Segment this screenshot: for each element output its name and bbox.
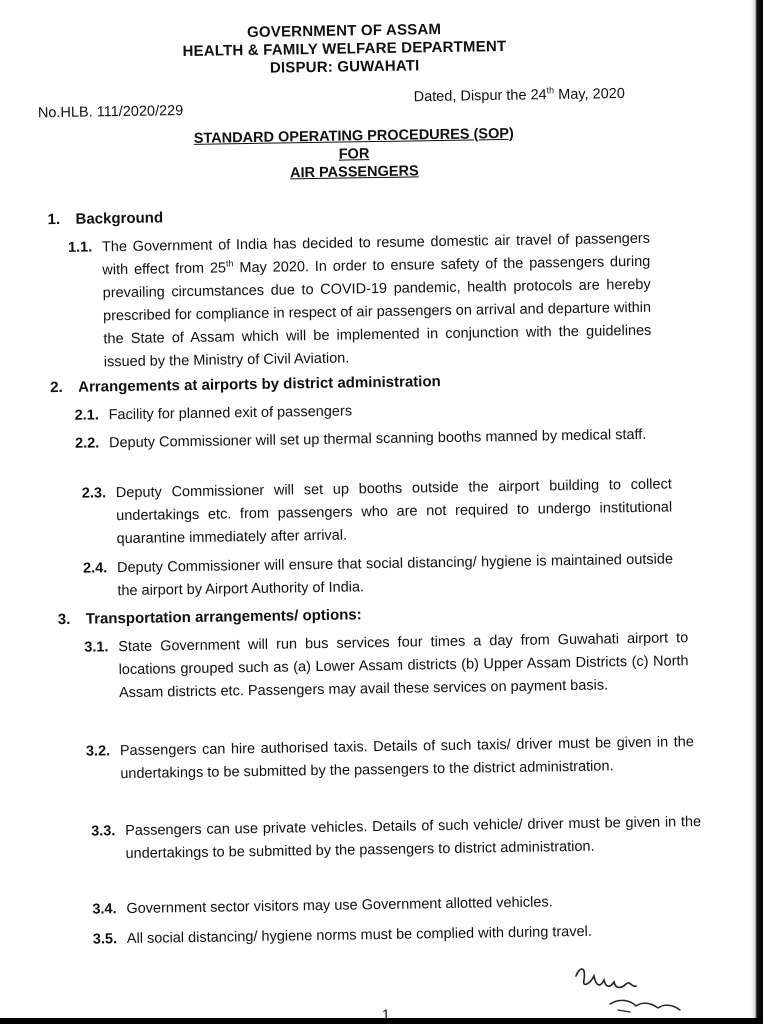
- section-item-1-1: 1.1. The Government of India has decided to resume domestic air travel of passengers with effect from 25th May 2020. In order to ensure safety of the passengers during prevailing circumstances due to COVID-19 pandemic, health protocols are hereby prescribed for compliance in respect of air passengers on arrival and departure within the State of Assam which will be implemented in conjunction with the guidelines issued by the Ministry of Civil Aviation.: [67, 230, 652, 371]
- reference-number: No.HLB. 111/2020/229: [37, 103, 184, 122]
- title-line-3: AIR PASSENGERS: [289, 163, 419, 182]
- signature-image: [570, 958, 690, 1018]
- section-item-3-1: 3.1. State Government will run bus services four times a day from Guwahati airport to locations grouped such as (a) Lower Assam districts (b) Upper Assam Districts (c) North Assam districts etc. Passengers may avail these services on payment basis.: [84, 630, 689, 702]
- dated-line: Dated, Dispur the 24th May, 2020: [413, 85, 625, 106]
- section-item-2-1: 2.1. Facility for planned exit of passengers: [74, 403, 353, 424]
- section-item-2-4: 2.4. Deputy Commissioner will ensure that social distancing/ hygiene is maintained outside the airport by Airport Authority of India.: [82, 551, 674, 600]
- title-line-1: STANDARD OPERATING PROCEDURES (SOP): [193, 125, 514, 147]
- section-item-3-4: 3.4. Government sector visitors may use Government allotted vehicles.: [92, 894, 553, 918]
- section-item-3-3: 3.3. Passengers can use private vehicles. Details of such vehicle/ driver must be given in the undertakings to be submitted by the passengers to district administration.: [91, 813, 702, 863]
- section-item-2-3: 2.3. Deputy Commissioner will set up booths outside the airport building to collect undertakings etc. from passengers who are not required to undergo institutional quarantine immediately after arrival.: [81, 476, 673, 548]
- title-line-2: FOR: [338, 146, 370, 163]
- section-item-3-2: 3.2. Passengers can hire authorised taxis. Details of such taxis/ driver must be given in the undertakings to be submitted by the passengers to the district administration.: [85, 734, 694, 783]
- section-heading-transportation: 3. Transportation arrangements/ options:: [57, 606, 362, 629]
- header-government: GOVERNMENT OF ASSAM: [246, 20, 442, 42]
- section-item-2-2: 2.2. Deputy Commissioner will set up thermal scanning booths manned by medical staff.: [74, 426, 647, 452]
- header-department: HEALTH & FAMILY WELFARE DEPARTMENT: [182, 37, 507, 61]
- section-heading-arrangements: 2. Arrangements at airports by district administration: [50, 373, 441, 397]
- header-location: DISPUR: GUWAHATI: [269, 57, 420, 77]
- section-item-3-5: 3.5. All social distancing/ hygiene norms must be complied with during travel.: [92, 923, 592, 948]
- page-number: 1: [382, 1006, 390, 1022]
- section-heading-background: 1. Background: [47, 209, 164, 229]
